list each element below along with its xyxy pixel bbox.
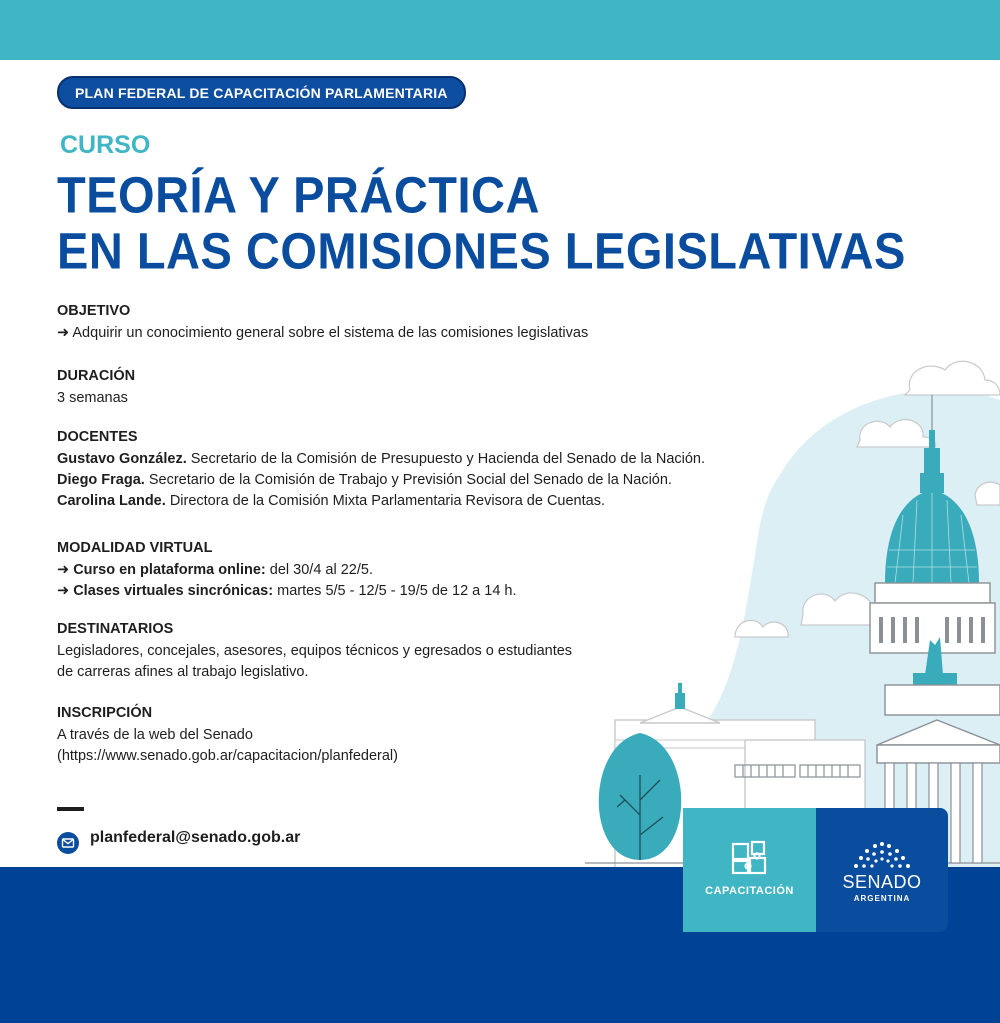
docente-role: Secretario de la Comisión de Trabajo y Previsión Social del Senado de la Nación.: [148, 472, 672, 488]
section-duracion: [57, 366, 135, 409]
top-band: [0, 0, 1000, 60]
destinatarios-line-1: Legisladores, concejales, asesores, equipos técnicos y egresados o estudiantes: [57, 643, 573, 659]
course-kicker: CURSO: [60, 131, 151, 159]
docente-role: Secretario de la Comisión de Presupuesto y Hacienda del Senado de la Nación.: [190, 451, 706, 467]
senate-seats-icon: [850, 838, 914, 868]
course-title: [57, 167, 906, 279]
docente-role: Directora de la Comisión Mixta Parlamentaria Revisora de Cuentas.: [169, 493, 605, 509]
senado-label: SENADO: [842, 872, 922, 892]
inscripcion-heading: INSCRIPCIÓN: [57, 705, 153, 721]
capacitacion-badge: [683, 808, 816, 932]
puzzle-icon: [730, 838, 770, 878]
objetivo-body: Adquirir un conocimiento general sobre el sistema de las comisiones legislativas: [72, 325, 589, 341]
docente-name: Gustavo González.: [57, 451, 187, 467]
contact-email[interactable]: planfederal@senado.gob.ar: [90, 829, 301, 846]
modalidad-item: [57, 560, 517, 581]
modalidad-label: Curso en plataforma online:: [73, 562, 266, 578]
course-title-line-1: TEORÍA Y PRÁCTICA: [57, 165, 540, 224]
modalidad-heading: MODALIDAD VIRTUAL: [57, 540, 213, 556]
argentina-label: ARGENTINA: [853, 894, 911, 903]
inscripcion-line-2[interactable]: (https://www.senado.gob.ar/capacitacion/planfederal): [57, 748, 398, 764]
section-inscripcion: [57, 703, 398, 767]
divider-dash: [57, 807, 84, 811]
modalidad-label: Clases virtuales sincrónicas:: [73, 583, 274, 599]
program-pill: PLAN FEDERAL DE CAPACITACIÓN PARLAMENTARIA: [57, 76, 466, 109]
envelope-icon: [57, 832, 79, 854]
objetivo-text: [57, 323, 588, 344]
modalidad-item: [57, 581, 517, 602]
destinatarios-heading: DESTINATARIOS: [57, 621, 174, 637]
docentes-heading: DOCENTES: [57, 429, 138, 445]
section-modalidad: [57, 538, 517, 602]
docente-name: Diego Fraga.: [57, 472, 145, 488]
modalidad-text: martes 5/5 - 12/5 - 19/5 de 12 a 14 h.: [277, 583, 517, 599]
capacitacion-label: CAPACITACIÓN: [705, 885, 794, 897]
section-destinatarios: [57, 619, 572, 683]
destinatarios-line-2: de carreras afines al trabajo legislativo.: [57, 664, 309, 680]
arrow-icon: ➜: [57, 562, 70, 578]
docente-name: Carolina Lande.: [57, 493, 166, 509]
duracion-heading: DURACIÓN: [57, 368, 136, 384]
section-objetivo: [57, 301, 588, 344]
course-title-line-2: EN LAS COMISIONES LEGISLATIVAS: [57, 222, 906, 280]
congress-illustration: [585, 355, 1000, 867]
senado-badge: [816, 808, 948, 932]
inscripcion-line-1: A través de la web del Senado: [57, 727, 253, 743]
objetivo-heading: OBJETIVO: [57, 303, 131, 319]
duracion-text: 3 semanas: [57, 390, 128, 406]
modalidad-text: del 30/4 al 22/5.: [269, 562, 373, 578]
arrow-icon: ➜: [57, 583, 70, 599]
arrow-icon: ➜: [57, 325, 70, 341]
